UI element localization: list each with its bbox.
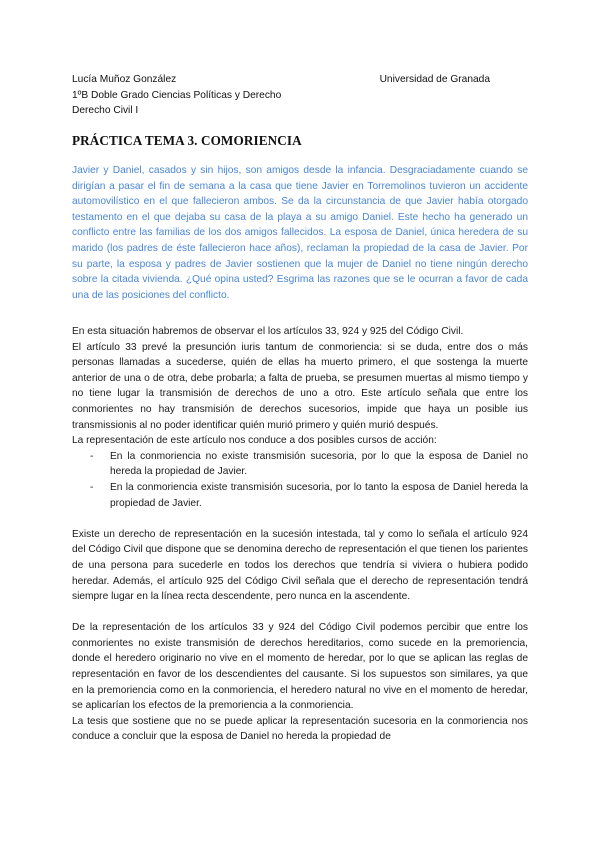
- document-header: [72, 72, 528, 119]
- answer-body: [72, 324, 528, 745]
- case-statement: Javier y Daniel, casados y sin hijos, son amigos desde la infancia. Desgraciadamente cuando se dirigían a pasar el fin de semana a la casa que tiene Javier en Torremolinos tuvieron un accidente automovilístico en el que fallecieron ambos. Se da la circunstancia de que Javier había otorgado testamento en el que dejaba su casa de la playa a su amigo Daniel. Este hecho ha generado un conflicto entre las familias de los dos amigos fallecidos. La esposa de Daniel, única heredera de su marido (los padres de éste fallecieron hace años), reclaman la propiedad de la casa de Javier. Por su parte, la esposa y padres de Javier sostienen que la mujer de Daniel no tiene ningún derecho sobre la citada vivienda. ¿Qué opina usted? Esgrima las razones que se le ocurran a favor de cada una de las posiciones del conflicto.: [72, 165, 528, 301]
- list-item-text: En la conmoriencia no existe transmisión sucesoria, por lo que la esposa de Daniel no hereda la propiedad de Javier.: [110, 450, 528, 478]
- paragraph-article-33: El artículo 33 prevé la presunción iuris tantum de conmoriencia: si se duda, entre dos o más personas llamadas a sucederse, quién de ellas ha muerto primero, el que sostenga la muerte anterior de una o de otra, debe probarla; a falta de prueba, se presumen muertas al mismo tiempo y no tiene lugar la transmisión de derechos de uno a otro. Este artículo señala que entre los conmorientes no hay transmisión de derechos sucesorios, impide que haya un posible ius transmissionis al no poder identificar quién murió primero y quién murió después.: [72, 341, 528, 431]
- author-name: Lucía Muñoz González: [72, 74, 177, 85]
- paragraph-article-924: Existe un derecho de representación en la sucesión intestada, tal y como lo señala el artículo 924 del Código Civil que dispone que se denomina derecho de representación el que tienen los parientes de una persona para sucederle en todos los derechos que tendría si viviera o hubiera podido heredar. Además, el artículo 925 del Código Civil señala que el derecho de representación tendrá siempre lugar en la línea recta descendente, pero nunca en la ascendente.: [72, 528, 528, 603]
- course-line: Derecho Civil I: [72, 105, 139, 116]
- courses-of-action-list: [72, 449, 528, 511]
- list-item-text: En la conmoriencia existe transmisión sucesoria, por lo tanto la esposa de Daniel hereda la propiedad de Javier.: [110, 481, 528, 509]
- header-first-row: [72, 72, 528, 88]
- paragraph-thesis: La tesis que sostiene que no se puede aplicar la representación sucesoria en la conmoriencia nos conduce a concluir que la esposa de Daniel no hereda la propiedad de: [72, 715, 528, 743]
- degree-line: 1ºB Doble Grado Ciencias Políticas y Derecho: [72, 89, 282, 101]
- paragraph-courses-of-action: La representación de este artículo nos conduce a dos posibles cursos de acción:: [72, 435, 437, 447]
- university-name: Universidad de Granada: [379, 74, 490, 85]
- list-item: [90, 480, 528, 511]
- document-title: PRÁCTICA TEMA 3. COMORIENCIA: [72, 133, 302, 148]
- paragraph-representation: De la representación de los artículos 33 y 924 del Código Civil podemos percibir que entre los conmorientes no existe transmisión de derechos hereditarios, como sucede en la premoriencia, donde el heredero originario no vive en el momento de heredar, por lo que se aplican las reglas de representación en favor de los descendientes del causante. Si los supuestos son similares, ya que en la premoriencia como en la conmoriencia, el heredero natural no vive en el momento de heredar, se aplicarían los efectos de la premoriencia a la conmoriencia.: [72, 622, 528, 712]
- list-dash: -: [90, 450, 94, 462]
- list-item: [90, 449, 528, 480]
- paragraph-intro: En esta situación habremos de observar el los artículos 33, 924 y 925 del Código Civil.: [72, 326, 464, 337]
- list-dash: -: [90, 481, 94, 493]
